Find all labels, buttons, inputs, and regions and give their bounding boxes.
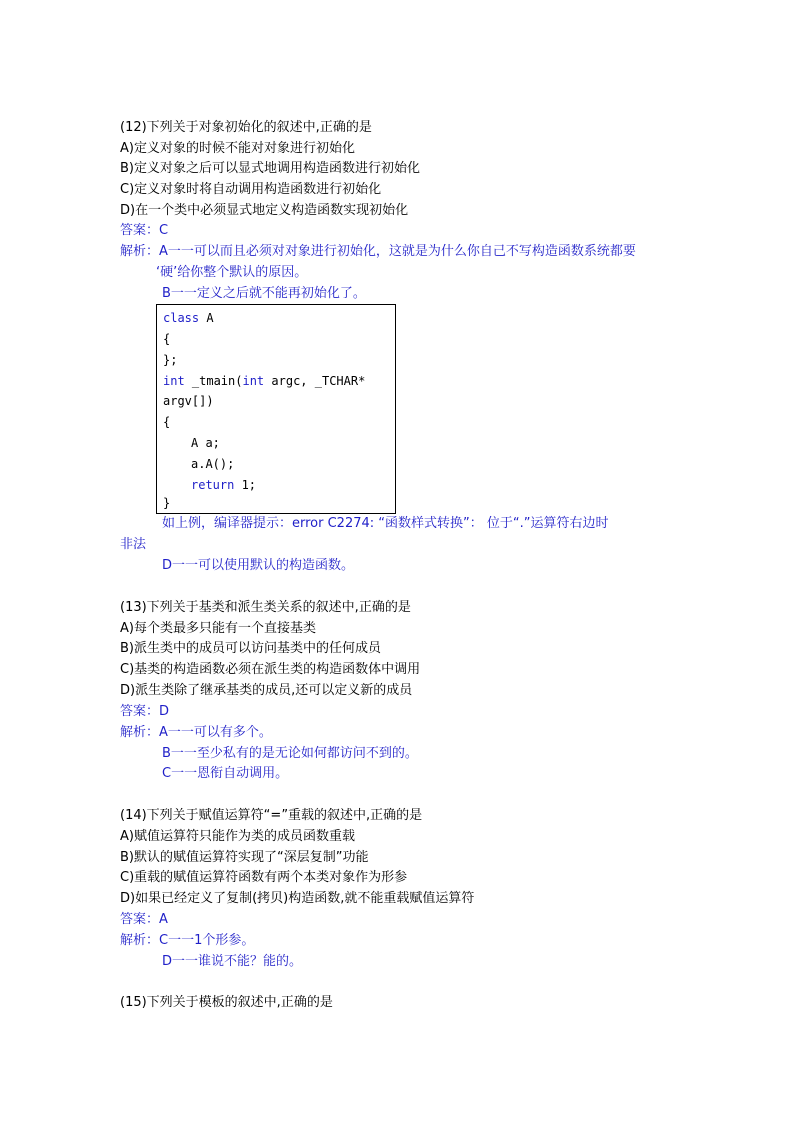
code-line-5: argv[]) <box>163 394 214 408</box>
q12-analysis-line-1: 解析：A一一可以而且必须对对象进行初始化，这就是为什么你自己不写构造函数系统都要 <box>120 244 636 259</box>
q13-option-a: A)每个类最多只能有一个直接基类 <box>120 621 316 636</box>
q12-analysis-line-6: D一一可以使用默认的构造函数。 <box>162 558 355 573</box>
q12-option-a: A)定义对象的时候不能对对象进行初始化 <box>120 141 355 156</box>
code-line-6: { <box>163 415 171 429</box>
q14-analysis-line-1: 解析：C一一1个形参。 <box>120 933 255 948</box>
q14-option-d: D)如果已经定义了复制(拷贝)构造函数,就不能重载赋值运算符 <box>120 891 475 906</box>
q14-option-c: C)重载的赋值运算符函数有两个本类对象作为形参 <box>120 870 408 885</box>
code-keyword: return <box>191 478 235 492</box>
q13-analysis-line-1: 解析：A一一可以有多个。 <box>120 725 272 740</box>
code-text: 1; <box>234 478 257 492</box>
q12-answer: 答案：C <box>120 223 169 238</box>
question-14: (14)下列关于赋值运算符“=”重载的叙述中,正确的是 <box>120 808 423 823</box>
code-line-1 <box>163 309 214 327</box>
code-keyword: int <box>163 374 185 388</box>
q12-analysis-line-2: ‘硬’给你整个默认的原因。 <box>156 265 308 280</box>
q12-option-c: C)定义对象时将自动调用构造函数进行初始化 <box>120 182 382 197</box>
q14-answer: 答案：A <box>120 912 168 927</box>
code-keyword: int <box>242 374 265 388</box>
code-line-10: } <box>163 496 171 510</box>
code-text: argc, _TCHAR* <box>264 374 366 388</box>
code-line-2: { <box>163 332 171 346</box>
q14-option-b: B)默认的赋值运算符实现了“深层复制”功能 <box>120 850 369 865</box>
q12-analysis-line-5: 非法 <box>120 537 147 552</box>
q12-option-d: D)在一个类中必须显式地定义构造函数实现初始化 <box>120 203 409 218</box>
q13-answer: 答案：D <box>120 704 170 719</box>
code-text: _tmain( <box>184 374 243 388</box>
q13-option-b: B)派生类中的成员可以访问基类中的任何成员 <box>120 641 381 656</box>
code-example-box <box>156 304 396 514</box>
q13-analysis-line-2: B一一至少私有的是无论如何都访问不到的。 <box>162 746 418 761</box>
q14-analysis-line-2: D一一谁说不能？能的。 <box>162 954 303 969</box>
q13-analysis-line-3: C一一恩衔自动调用。 <box>162 766 289 781</box>
question-12: (12)下列关于对象初始化的叙述中,正确的是 <box>120 120 372 135</box>
q12-option-b: B)定义对象之后可以显式地调用构造函数进行初始化 <box>120 161 420 176</box>
q13-option-d: D)派生类除了继承基类的成员,还可以定义新的成员 <box>120 683 413 698</box>
question-13: (13)下列关于基类和派生类关系的叙述中,正确的是 <box>120 600 411 615</box>
code-line-8: a.A(); <box>191 457 235 471</box>
code-line-9 <box>191 476 256 494</box>
q12-analysis-line-4: 如上例，编译器提示：error C2274: “函数样式转换”： 位于“.”运算符右边时 <box>162 516 609 531</box>
question-15: (15)下列关于模板的叙述中,正确的是 <box>120 995 333 1010</box>
q12-analysis-line-3: B一一定义之后就不能再初始化了。 <box>162 286 366 301</box>
q13-option-c: C)基类的构造函数必须在派生类的构造函数体中调用 <box>120 662 421 677</box>
code-text: A <box>199 311 214 325</box>
code-keyword: class <box>163 311 200 325</box>
code-line-4 <box>163 372 365 390</box>
code-line-3: }; <box>163 353 178 367</box>
q14-option-a: A)赋值运算符只能作为类的成员函数重载 <box>120 829 355 844</box>
code-line-7: A a; <box>191 436 220 450</box>
